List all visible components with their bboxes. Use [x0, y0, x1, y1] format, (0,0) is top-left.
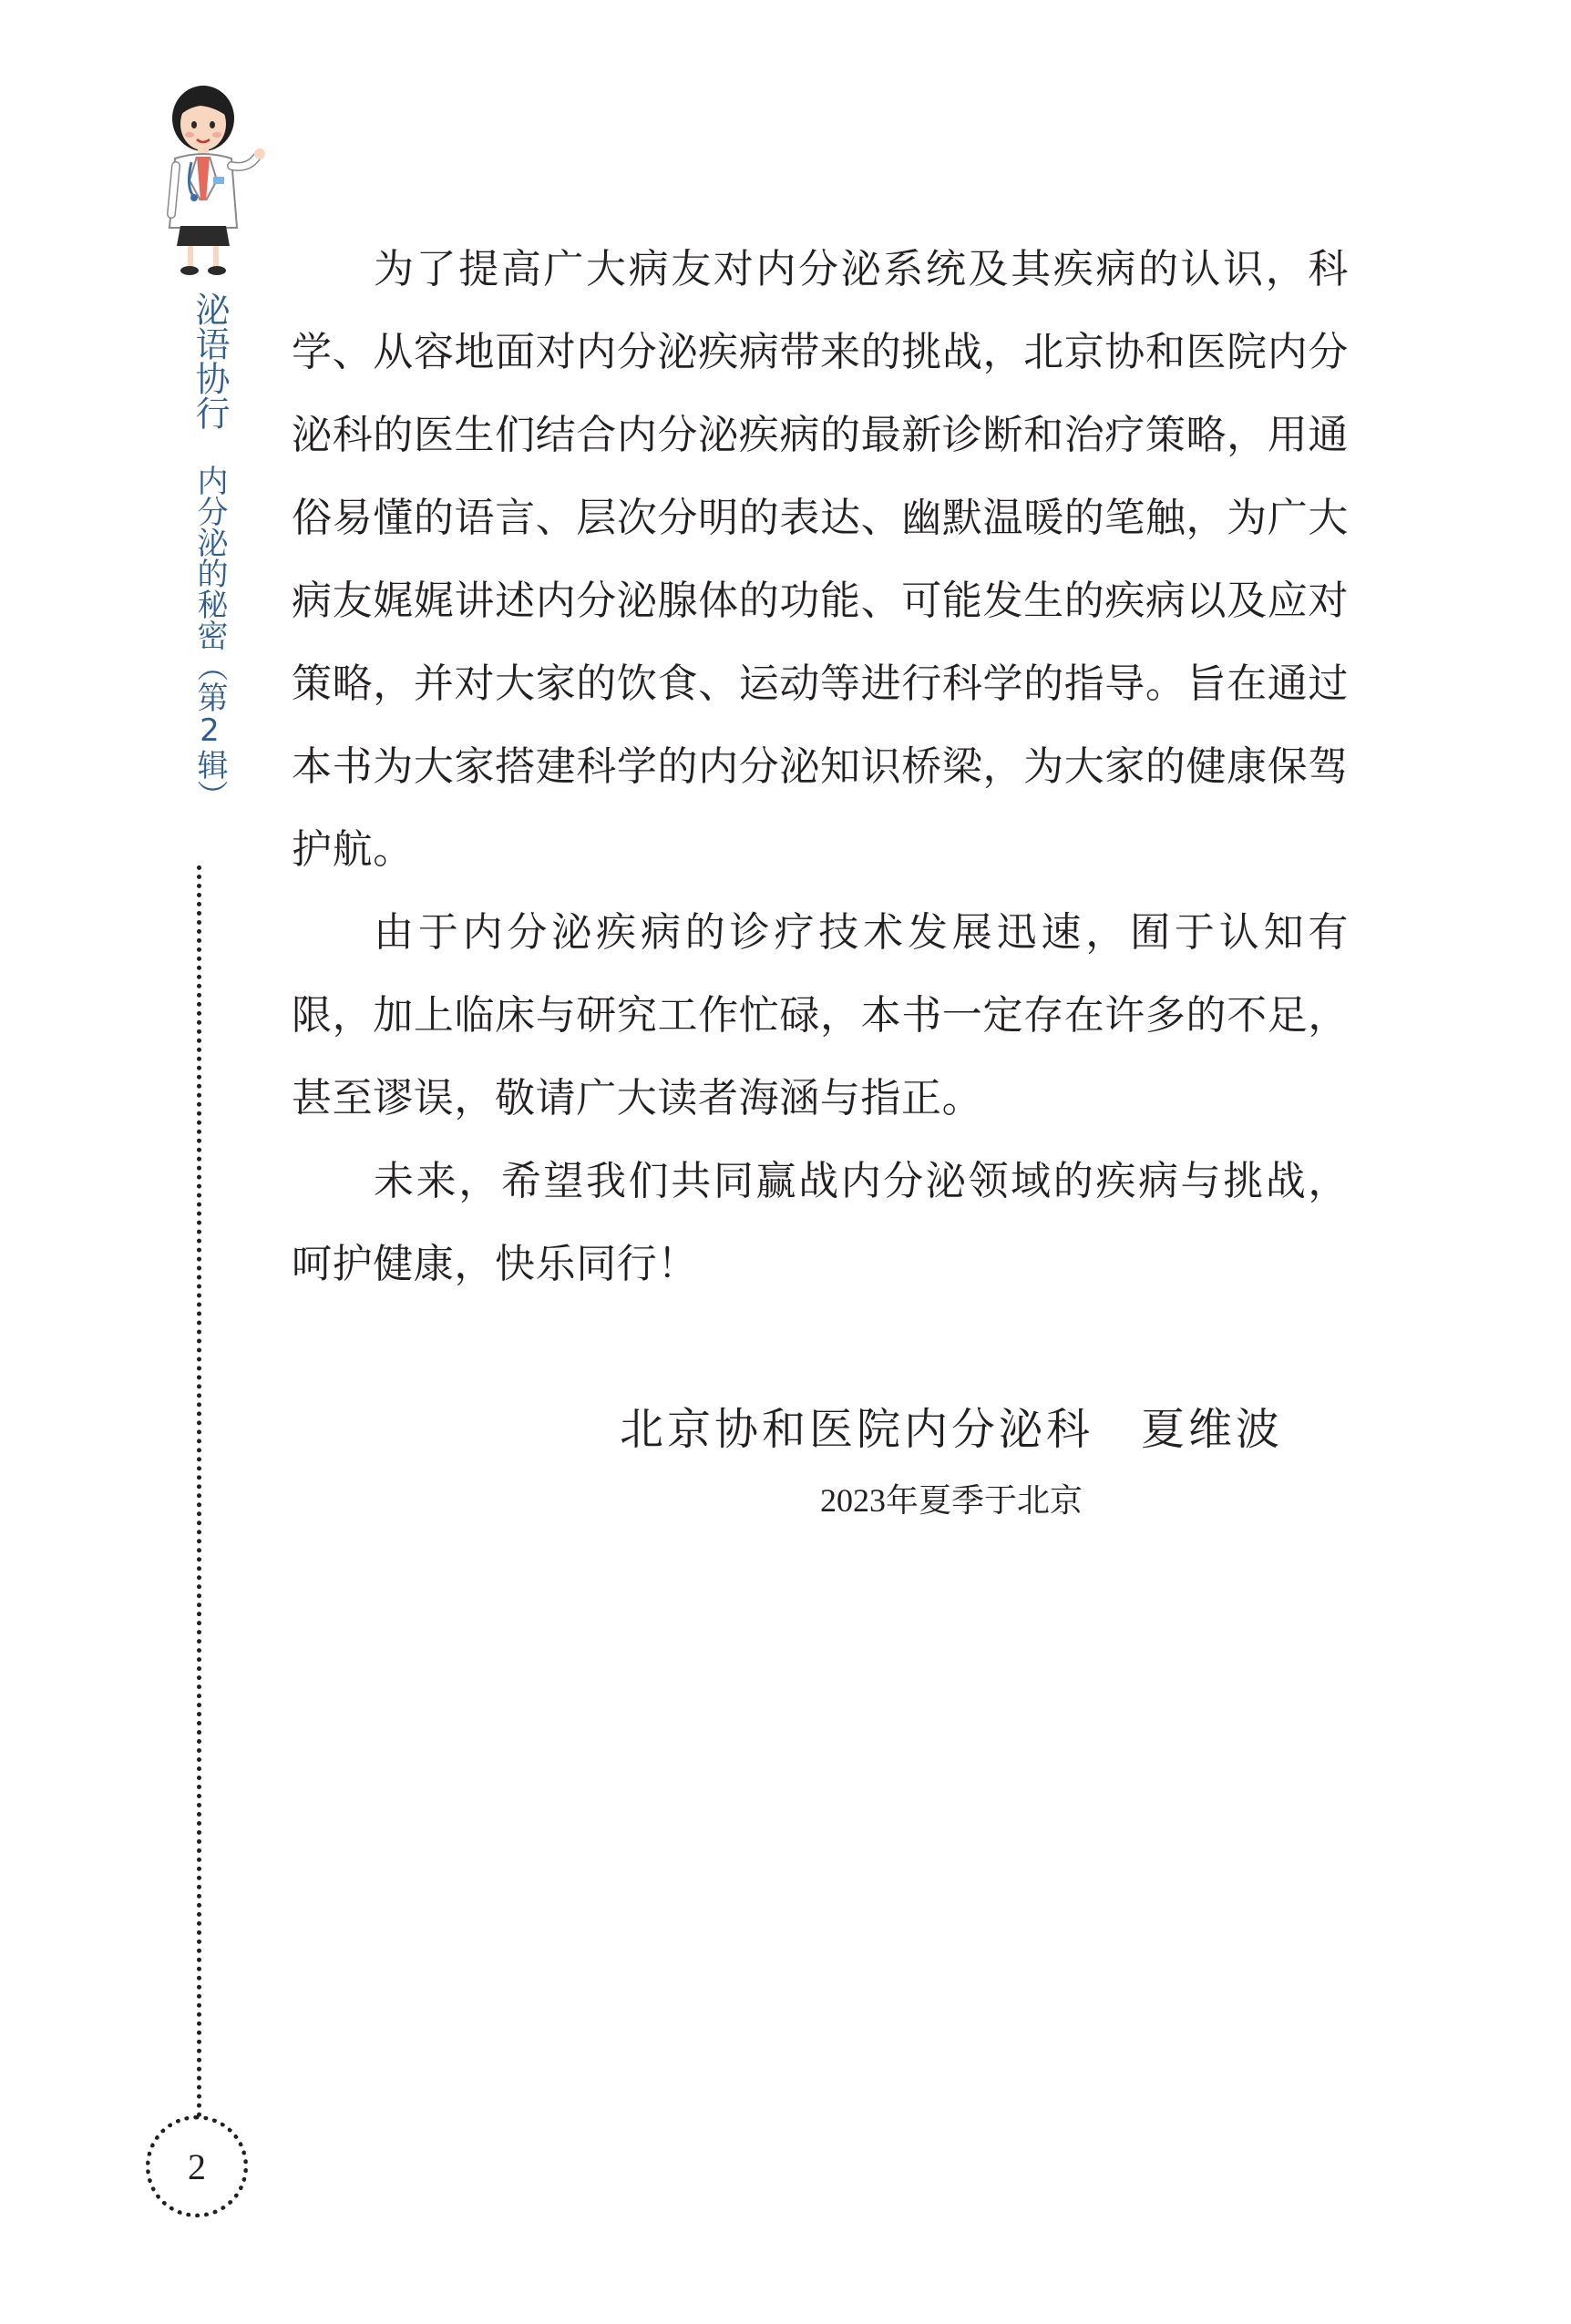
paragraph-2: 由于内分泌疾病的诊疗技术发展迅速，囿于认知有限，加上临床与研究工作忙碌，本书一定存在许多的不足，甚至谬误，敬请广大读者海涵与指正。 — [292, 909, 1349, 1121]
preface-body — [292, 228, 1349, 1305]
page-number-text: 2 — [188, 2145, 206, 2187]
page-number — [146, 2115, 248, 2217]
paragraph-1: 为了提高广大病友对内分泌系统及其疾病的认识，科学、从容地面对内分泌疾病带来的挑战，北京协和医院内分泌科的医生们结合内分泌疾病的最新诊断和治疗策略，用通俗易懂的语言、层次分明的表达、幽默温暖的笔触，为广大病友娓娓讲述内分泌腺体的功能、可能发生的疾病以及应对策略，并对大家的饮食、运动等进行科学的指导。旨在通过本书为大家搭建科学的内分泌知识桥梁，为大家的健康保驾护航。 — [292, 246, 1349, 873]
doctor-illustration — [153, 82, 272, 278]
sidebar-dotted-rule — [197, 865, 201, 2118]
signature-date: 2023年夏季于北京 — [820, 1482, 1083, 1519]
signature-name: 北京协和医院内分泌科 夏维波 — [620, 1404, 1284, 1455]
book-title: 内分泌的秘密（第2辑） — [191, 465, 228, 811]
series-title: 泌语协行 — [190, 292, 230, 430]
running-header — [177, 292, 228, 811]
signature-block — [620, 1394, 1312, 1521]
paragraph-3: 未来，希望我们共同赢战内分泌领域的疾病与挑战，呵护健康，快乐同行！ — [292, 1158, 1349, 1287]
